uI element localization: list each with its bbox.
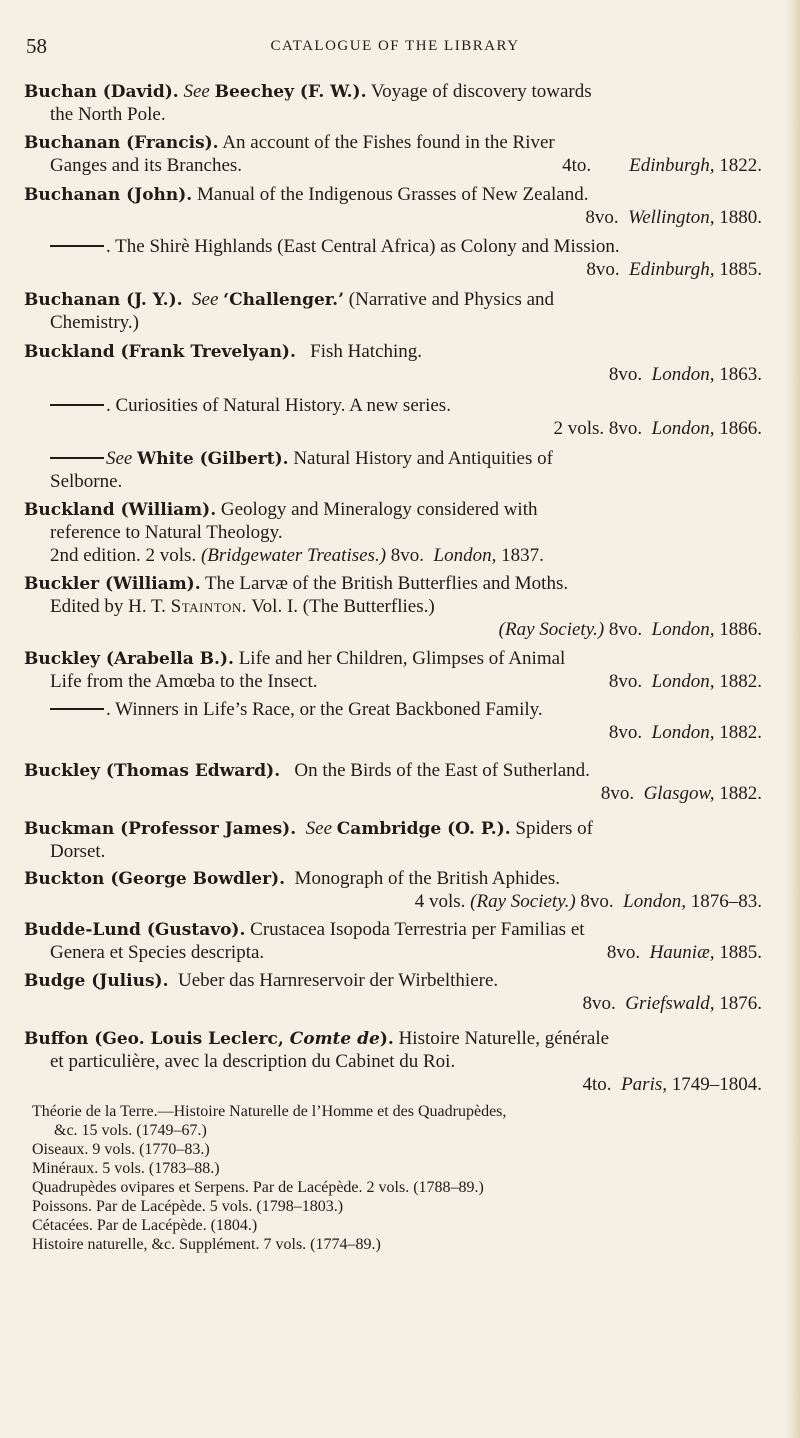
contents-line: &c. 15 vols. (1749–67.) [54,1122,207,1139]
entry-author: Buffon (Geo. Louis Leclerc, [24,1029,284,1049]
entry-author: Buchan (David). [24,82,179,102]
catalogue-entry [24,759,768,805]
entry-place: London, [651,671,715,692]
entry-title: . The Shirè Highlands (East Central Africa) as Colony and Mission. [106,236,620,257]
see-label: See [178,81,215,102]
entry-place: Griefswald, [625,993,715,1014]
entry-author: Buchanan (John). [24,185,193,205]
catalogue-entry [24,698,768,744]
catalogue-entry [24,969,768,1015]
catalogue-entry [24,817,768,863]
entry-place: London, [433,545,497,566]
entry-author: Buckton (George Bowdler). [24,869,286,889]
entry-title: Voyage of discovery towards [366,81,592,102]
catalogue-entry [24,80,768,126]
entry-author: Buckland (Frank Trevelyan). [24,342,296,362]
entry-title: Natural History and Antiquities of [288,448,553,469]
entry-place: Edinburgh, [629,155,715,176]
catalogue-entry [24,447,768,493]
buffon-contents [32,1102,768,1254]
catalogue-entry [24,394,768,440]
catalogue-entry [24,918,768,964]
entry-title-cont: Edited by H. T. [50,596,171,617]
entry-year: 1886. [714,619,762,640]
ditto-dash [50,404,104,406]
contents-line: Quadrupèdes ovipares et Serpens. Par de Lacépède. 2 vols. (1788–89.) [32,1179,484,1196]
entry-author-end: ). [379,1029,394,1049]
entry-year: 1876–83. [686,891,762,912]
entry-title-cont: the North Pole. [50,104,166,125]
entry-place: London, [651,364,715,385]
entry-format: 8vo. [582,993,616,1014]
entry-year: 1882. [714,783,762,804]
entry-title: Geology and Mineralogy considered with [216,499,538,520]
entry-title: Crustacea Isopoda Terrestria per Familias et [245,919,585,940]
ditto-dash [50,457,104,459]
entry-year: 1863. [714,364,762,385]
running-head: CATALOGUE OF THE LIBRARY [270,38,520,54]
entry-title: Life and her Children, Glimpses of Animal [233,648,566,669]
catalogue-entry [24,572,768,641]
entry-author: Buckley (Arabella B.). [24,649,234,669]
entry-format: 8vo. [608,619,643,640]
entry-year: 1880. [714,207,762,228]
entry-title-cont: Chemistry.) [50,312,140,333]
entry-title-cont: et particulière, avec la description du Cabinet du Roi. [50,1051,456,1072]
entry-author: Budde-Lund (Gustavo). [24,920,246,940]
page-edge-shadow [786,0,800,1438]
entry-author: Buchanan (Francis). [24,133,219,153]
catalogue-entry [24,647,768,693]
contents-line: Oiseaux. 9 vols. (1770–83.) [32,1141,210,1158]
entry-format: 8vo. [606,942,641,963]
see-label: See [192,289,219,310]
entry-year: 1749–1804. [667,1074,762,1095]
page-number: 58 [26,34,47,58]
entry-title: Fish Hatching. [305,341,423,362]
entry-format: 8vo. [390,545,425,566]
entry-author: Buckley (Thomas Edward). [24,761,281,781]
entry-title: (Narrative and Physics and [344,289,555,310]
entry-title: Spiders of [510,818,593,839]
catalogue-entry [24,183,768,229]
catalogue-entry [24,498,768,567]
contents-line: Minéraux. 5 vols. (1783–88.) [32,1160,220,1177]
entry-author: Budge (Julius). [24,971,169,991]
entry-place: Wellington, [628,207,715,228]
entry-place: London, [651,418,715,439]
entry-format: 8vo. [585,207,619,228]
entry-series: (Ray Society.) [498,619,605,640]
entry-format: 8vo. [580,891,614,912]
entry-place: London, [651,619,715,640]
entry-year: 1837. [496,545,544,566]
entry-year: 1882. [714,671,762,692]
catalogue-entry [24,235,768,281]
entry-title-cont: Dorset. [50,841,106,862]
entry-place: Glasgow, [643,783,715,804]
entry-editor: Stainton. [170,596,247,617]
entry-title-cont: Vol. I. (The Butterflies.) [246,596,435,617]
entry-year: 1822. [714,155,762,176]
entry-title-cont: Life from the Amœba to the Insect. [50,671,318,692]
entry-series: (Ray Society.) [470,891,576,912]
entry-title: Manual of the Indigenous Grasses of New Zealand. [192,184,589,205]
ditto-dash [50,245,104,247]
entry-year: 1882. [714,722,762,743]
entry-year: 1876. [714,993,762,1014]
contents-line: Théorie de la Terre.—Histoire Naturelle de l’Homme et des Quadrupèdes, [32,1103,507,1120]
entry-place: London, [623,891,686,912]
catalogue-entry [24,1027,768,1096]
entry-format: 8vo. [608,722,643,743]
entry-format: 8vo. [586,259,620,280]
entry-author: Buckman (Professor James). [24,819,297,839]
entry-author: Buckler (William). [24,574,201,594]
entry-volumes: 4 vols. [414,891,471,912]
catalogue-entry [24,288,768,334]
see-label: See [305,818,333,839]
cross-ref: White (Gilbert). [137,449,289,469]
entry-title: Monograph of the British Aphides. [289,868,560,889]
cross-ref: Cambridge (O. P.). [336,819,511,839]
catalogue-entry [24,867,768,913]
entry-author: Buchanan (J. Y.). [24,290,183,310]
entry-title-cont: Genera et Species descripta. [50,942,265,963]
entry-year: 1885. [714,942,762,963]
entry-title: Ueber das Harnreservoir der Wirbelthiere. [173,970,499,991]
entry-format: 8vo. [608,364,643,385]
entry-place: Edinburgh, [629,259,715,280]
catalogue-entry [24,340,768,386]
entry-title: The Larvæ of the British Butterflies and Moths. [200,573,569,594]
entry-title-cont: reference to Natural Theology. [50,522,283,543]
entry-author-title: Comte de [283,1029,380,1049]
contents-line: Cétacées. Par de Lacépède. (1804.) [32,1217,258,1234]
entry-title-cont: Ganges and its Branches. [50,155,243,176]
entry-title: On the Birds of the East of Sutherland. [289,760,590,781]
entry-title: An account of the Fishes found in the River [218,132,555,153]
entry-place: Hauniæ, [649,942,715,963]
entry-place: London, [651,722,715,743]
entry-title: . Curiosities of Natural History. A new series. [106,395,451,416]
entry-format: 8vo. [600,783,635,804]
entry-title: Histoire Naturelle, générale [393,1028,610,1049]
entry-title: . Winners in Life’s Race, or the Great Backboned Family. [106,699,543,720]
entry-author: Buckland (William). [24,500,217,520]
contents-line: Poissons. Par de Lacépède. 5 vols. (1798–1803.) [32,1198,344,1215]
see-label: See [106,448,133,469]
cross-ref: ‘Challenger.’ [223,290,345,310]
entry-year: 1885. [714,259,762,280]
contents-line: Histoire naturelle, &c. Supplément. 7 vols. (1774–89.) [32,1236,381,1253]
ditto-dash [50,708,104,710]
entry-edition: 2nd edition. 2 vols. [50,545,201,566]
entry-format: 4to. [582,1074,612,1095]
entry-format: 2 vols. 8vo. [553,418,643,439]
entry-place: Paris, [621,1074,667,1095]
entry-title-cont: Selborne. [50,471,123,492]
catalogue-entry [24,131,768,177]
entry-format: 8vo. [608,671,643,692]
entry-year: 1866. [714,418,762,439]
entry-format: 4to. [562,155,592,176]
page-header [26,34,764,62]
entry-series: (Bridgewater Treatises.) [200,545,387,566]
cross-ref: Beechey (F. W.). [214,82,367,102]
